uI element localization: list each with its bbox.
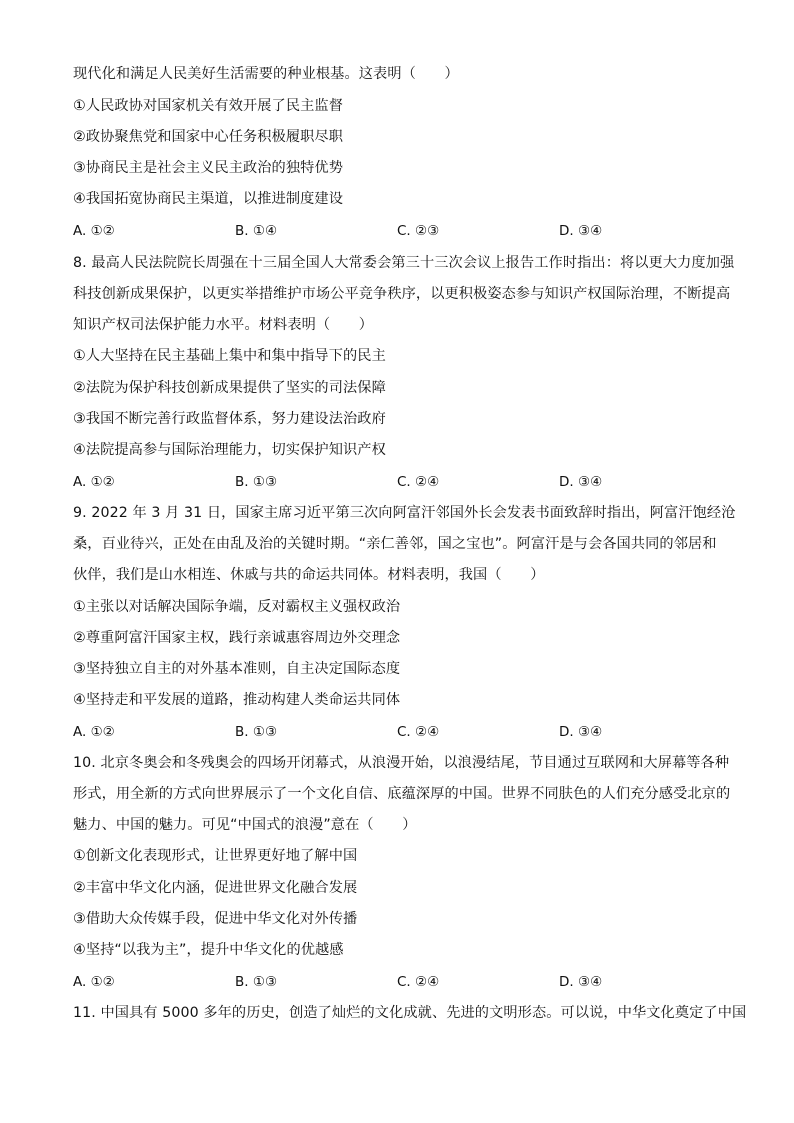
q8-stem-line-1: 8. 最高人民法院院长周强在十三届全国人大常委会第三十三次会议上报告工作时指出：将以更大力度加强: [73, 255, 735, 271]
q10-stem-line-3: 魅力、中国的魅力。可见“中国式的浪漫”意在（ ）: [73, 817, 417, 833]
q10-option-b[interactable]: B. ①③: [235, 974, 278, 990]
q7-item-3: ③协商民主是社会主义民主政治的独特优势: [73, 160, 343, 176]
q8-option-a[interactable]: A. ①②: [73, 474, 115, 490]
q7-option-d[interactable]: D. ③④: [559, 223, 603, 239]
q10-option-d[interactable]: D. ③④: [559, 974, 603, 990]
q8-option-d[interactable]: D. ③④: [559, 474, 603, 490]
q8-options: [73, 472, 733, 492]
q10-item-3: ③借助大众传媒手段，促进中华文化对外传播: [73, 911, 358, 927]
q9-item-3: ③坚持独立自主的对外基本准则，自主决定国际态度: [73, 661, 401, 677]
q9-stem-line-1: 9. 2022 年 3 月 31 日，国家主席习近平第三次向阿富汗邻国外长会发表书面致辞时指出，阿富汗饱经沧: [73, 505, 736, 521]
q9-item-2: ②尊重阿富汗国家主权，践行亲诚惠容周边外交理念: [73, 630, 401, 646]
q10-option-c[interactable]: C. ②④: [397, 974, 440, 990]
q7-option-b[interactable]: B. ①④: [235, 223, 278, 239]
q8-item-2: ②法院为保护科技创新成果提供了坚实的司法保障: [73, 380, 386, 396]
q7-item-2: ②政协聚焦党和国家中心任务积极履职尽职: [73, 129, 343, 145]
q10-options: [73, 972, 733, 992]
q10-stem-line-1: 10. 北京冬奥会和冬残奥会的四场开闭幕式，从浪漫开始，以浪漫结尾，节目通过互联网和大屏幕等各种: [73, 755, 730, 771]
q8-stem-line-2: 科技创新成果保护，以更实举措维护市场公平竞争秩序，以更积极姿态参与知识产权国际治理，不断提高: [73, 286, 731, 302]
q7-options: [73, 221, 733, 241]
q8-item-1: ①人大坚持在民主基础上集中和集中指导下的民主: [73, 348, 386, 364]
q7-option-a[interactable]: A. ①②: [73, 223, 115, 239]
q8-option-b[interactable]: B. ①③: [235, 474, 278, 490]
q9-option-c[interactable]: C. ②④: [397, 724, 440, 740]
q9-option-d[interactable]: D. ③④: [559, 724, 603, 740]
q7-option-c[interactable]: C. ②③: [397, 223, 440, 239]
q10-stem-line-2: 形式，用全新的方式向世界展示了一个文化自信、底蕴深厚的中国。世界不同肤色的人们充分感受北京的: [73, 786, 731, 802]
q10-item-4: ④坚持“以我为主”，提升中华文化的优越感: [73, 942, 344, 958]
q10-option-a[interactable]: A. ①②: [73, 974, 115, 990]
q7-item-4: ④我国拓宽协商民主渠道，以推进制度建设: [73, 191, 343, 207]
q9-stem-line-3: 伙伴，我们是山水相连、休戚与共的命运共同体。材料表明，我国（ ）: [73, 567, 545, 583]
q8-stem-line-3: 知识产权司法保护能力水平。材料表明（ ）: [73, 317, 374, 333]
q9-option-a[interactable]: A. ①②: [73, 724, 115, 740]
q9-stem-line-2: 桑，百业待兴，正处在由乱及治的关键时期。“亲仁善邻，国之宝也”。阿富汗是与会各国共同的邻居和: [73, 536, 717, 552]
q7-stem-tail: 现代化和满足人民美好生活需要的种业根基。这表明（ ）: [73, 66, 459, 82]
q9-option-b[interactable]: B. ①③: [235, 724, 278, 740]
q9-options: [73, 722, 733, 742]
q8-item-4: ④法院提高参与国际治理能力，切实保护知识产权: [73, 442, 386, 458]
q9-item-1: ①主张以对话解决国际争端，反对霸权主义强权政治: [73, 599, 401, 615]
q9-item-4: ④坚持走和平发展的道路，推动构建人类命运共同体: [73, 692, 401, 708]
q8-option-c[interactable]: C. ②④: [397, 474, 440, 490]
q11-stem-line-1: 11. 中国具有 5000 多年的历史，创造了灿烂的文化成就、先进的文明形态。可以说，中华文化奠定了中国: [73, 1005, 747, 1021]
q10-item-1: ①创新文化表现形式，让世界更好地了解中国: [73, 848, 358, 864]
q7-item-1: ①人民政协对国家机关有效开展了民主监督: [73, 98, 343, 114]
q10-item-2: ②丰富中华文化内涵，促进世界文化融合发展: [73, 880, 358, 896]
q8-item-3: ③我国不断完善行政监督体系，努力建设法治政府: [73, 411, 386, 427]
